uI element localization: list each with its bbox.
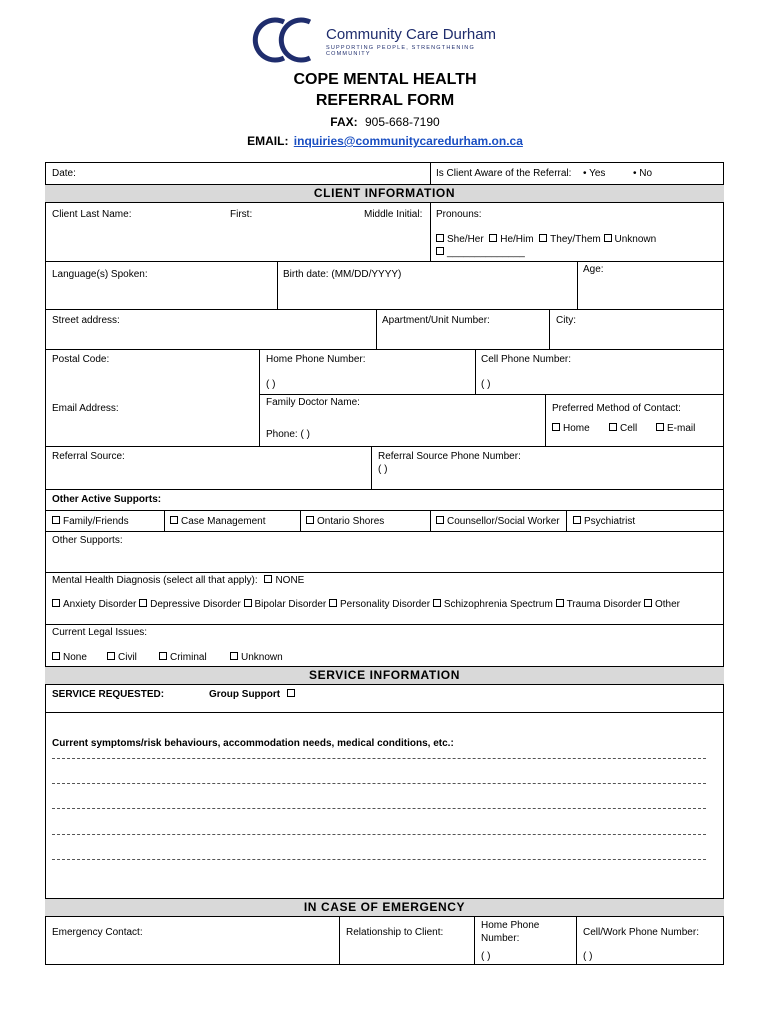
languages-label: Language(s) Spoken:: [52, 269, 148, 280]
date-label: Date:: [52, 168, 76, 179]
group-support-option[interactable]: Group Support: [209, 689, 298, 701]
pronoun-she-her[interactable]: She/Her: [436, 234, 484, 245]
home-phone-paren: ( ): [266, 379, 276, 390]
em-cell-phone-label: Cell/Work Phone Number:: [583, 927, 699, 938]
org-tagline: SUPPORTING PEOPLE, STRENGTHENING COMMUNITY: [326, 45, 475, 57]
family-doctor-label: Family Doctor Name:: [266, 397, 360, 408]
legal-civil-option[interactable]: Civil: [107, 652, 137, 664]
pref-email-option[interactable]: E-mail: [656, 423, 695, 435]
service-info-header: SERVICE INFORMATION: [45, 666, 724, 685]
symptoms-label: Current symptoms/risk behaviours, accommodation needs, medical conditions, etc.:: [52, 738, 454, 749]
pronouns-label: Pronouns:: [436, 209, 482, 220]
emergency-contact-label: Emergency Contact:: [52, 927, 143, 938]
doctor-phone-label: Phone: ( ): [266, 429, 310, 440]
legal-criminal-option[interactable]: Criminal: [159, 652, 207, 664]
diagnosis-other[interactable]: Other: [644, 599, 680, 610]
birth-date-label: Birth date: (MM/DD/YYYY): [283, 269, 402, 280]
email-link[interactable]: inquiries@communitycaredurham.on.ca: [293, 134, 523, 148]
pref-cell-option[interactable]: Cell: [609, 423, 637, 435]
support-case-management[interactable]: Case Management: [170, 516, 266, 528]
service-requested-label: SERVICE REQUESTED:: [52, 689, 165, 700]
email-line: [0, 134, 770, 149]
cell-phone-label: Cell Phone Number:: [481, 354, 572, 365]
form-title-line2: REFERRAL FORM: [315, 92, 455, 109]
cell-phone-paren: ( ): [481, 379, 491, 390]
diagnosis-label: Mental Health Diagnosis (select all that apply): NONE: [52, 575, 305, 586]
logo-mark-icon: [252, 16, 324, 64]
postal-code-label: Postal Code:: [52, 354, 110, 365]
diagnosis-trauma[interactable]: Trauma Disorder: [556, 599, 642, 610]
pronoun-options: [436, 234, 656, 246]
other-active-supports-label: Other Active Supports:: [52, 494, 162, 505]
aware-label: Is Client Aware of the Referral:: [436, 168, 572, 179]
support-counsellor[interactable]: Counsellor/Social Worker: [436, 516, 560, 528]
em-home-phone-paren: ( ): [481, 951, 491, 962]
referral-source-label: Referral Source:: [52, 451, 125, 462]
aware-no-option[interactable]: • No: [633, 168, 653, 179]
form-title-line1: COPE MENTAL HEALTH: [293, 71, 477, 88]
legal-unknown-option[interactable]: Unknown: [230, 652, 283, 664]
em-home-phone-label-1: Home Phone: [481, 920, 540, 931]
diagnosis-none-option[interactable]: NONE: [264, 575, 304, 586]
first-name-label: First:: [230, 209, 253, 220]
fax-value: 905-668-7190: [364, 115, 440, 129]
symptoms-line-5[interactable]: [52, 859, 706, 860]
fax-line: [0, 115, 770, 130]
diagnosis-schizophrenia[interactable]: Schizophrenia Spectrum: [433, 599, 553, 610]
last-name-label: Client Last Name:: [52, 209, 132, 220]
apartment-label: Apartment/Unit Number:: [382, 315, 490, 326]
legal-none-option[interactable]: None: [52, 652, 87, 664]
aware-yes-option[interactable]: • Yes: [583, 168, 606, 179]
pronoun-they-them[interactable]: They/Them: [539, 234, 601, 245]
street-address-label: Street address:: [52, 315, 120, 326]
pronoun-he-him[interactable]: He/Him: [489, 234, 533, 245]
legal-issues-label: Current Legal Issues:: [52, 627, 148, 638]
support-psychiatrist[interactable]: Psychiatrist: [573, 516, 635, 528]
age-label: Age:: [583, 264, 604, 275]
referral-phone-label: Referral Source Phone Number:: [378, 451, 521, 462]
middle-initial-label: Middle Initial:: [364, 209, 423, 220]
symptoms-line-2[interactable]: [52, 783, 706, 784]
relationship-label: Relationship to Client:: [346, 927, 444, 938]
other-supports-label: Other Supports:: [52, 535, 123, 546]
home-phone-label: Home Phone Number:: [266, 354, 366, 365]
em-home-phone-label-2: Number:: [481, 933, 520, 944]
diagnosis-depressive[interactable]: Depressive Disorder: [139, 599, 241, 610]
symptoms-line-4[interactable]: [52, 834, 706, 835]
email-address-label: Email Address:: [52, 403, 119, 414]
pronoun-other[interactable]: ______________: [436, 247, 525, 259]
diagnosis-personality[interactable]: Personality Disorder: [329, 599, 430, 610]
pref-home-option[interactable]: Home: [552, 423, 590, 435]
fax-label: FAX:: [330, 115, 358, 129]
emergency-header: IN CASE OF EMERGENCY: [45, 898, 724, 917]
support-ontario-shores[interactable]: Ontario Shores: [306, 516, 384, 528]
diagnosis-bipolar[interactable]: Bipolar Disorder: [244, 599, 327, 610]
email-label: EMAIL:: [247, 134, 289, 148]
support-family-friends[interactable]: Family/Friends: [52, 516, 129, 528]
referral-phone-paren: ( ): [378, 464, 388, 475]
logo: [252, 16, 522, 64]
symptoms-line-1[interactable]: [52, 758, 706, 759]
client-info-header: CLIENT INFORMATION: [45, 184, 724, 203]
diagnosis-anxiety[interactable]: Anxiety Disorder: [52, 599, 136, 610]
em-cell-phone-paren: ( ): [583, 951, 593, 962]
preferred-contact-label: Preferred Method of Contact:: [552, 403, 681, 414]
form-frame: [45, 162, 724, 965]
city-label: City:: [556, 315, 576, 326]
pronoun-unknown[interactable]: Unknown: [604, 234, 657, 245]
symptoms-line-3[interactable]: [52, 808, 706, 809]
diagnosis-options: [52, 599, 680, 611]
org-name: Community Care Durham: [326, 26, 497, 43]
